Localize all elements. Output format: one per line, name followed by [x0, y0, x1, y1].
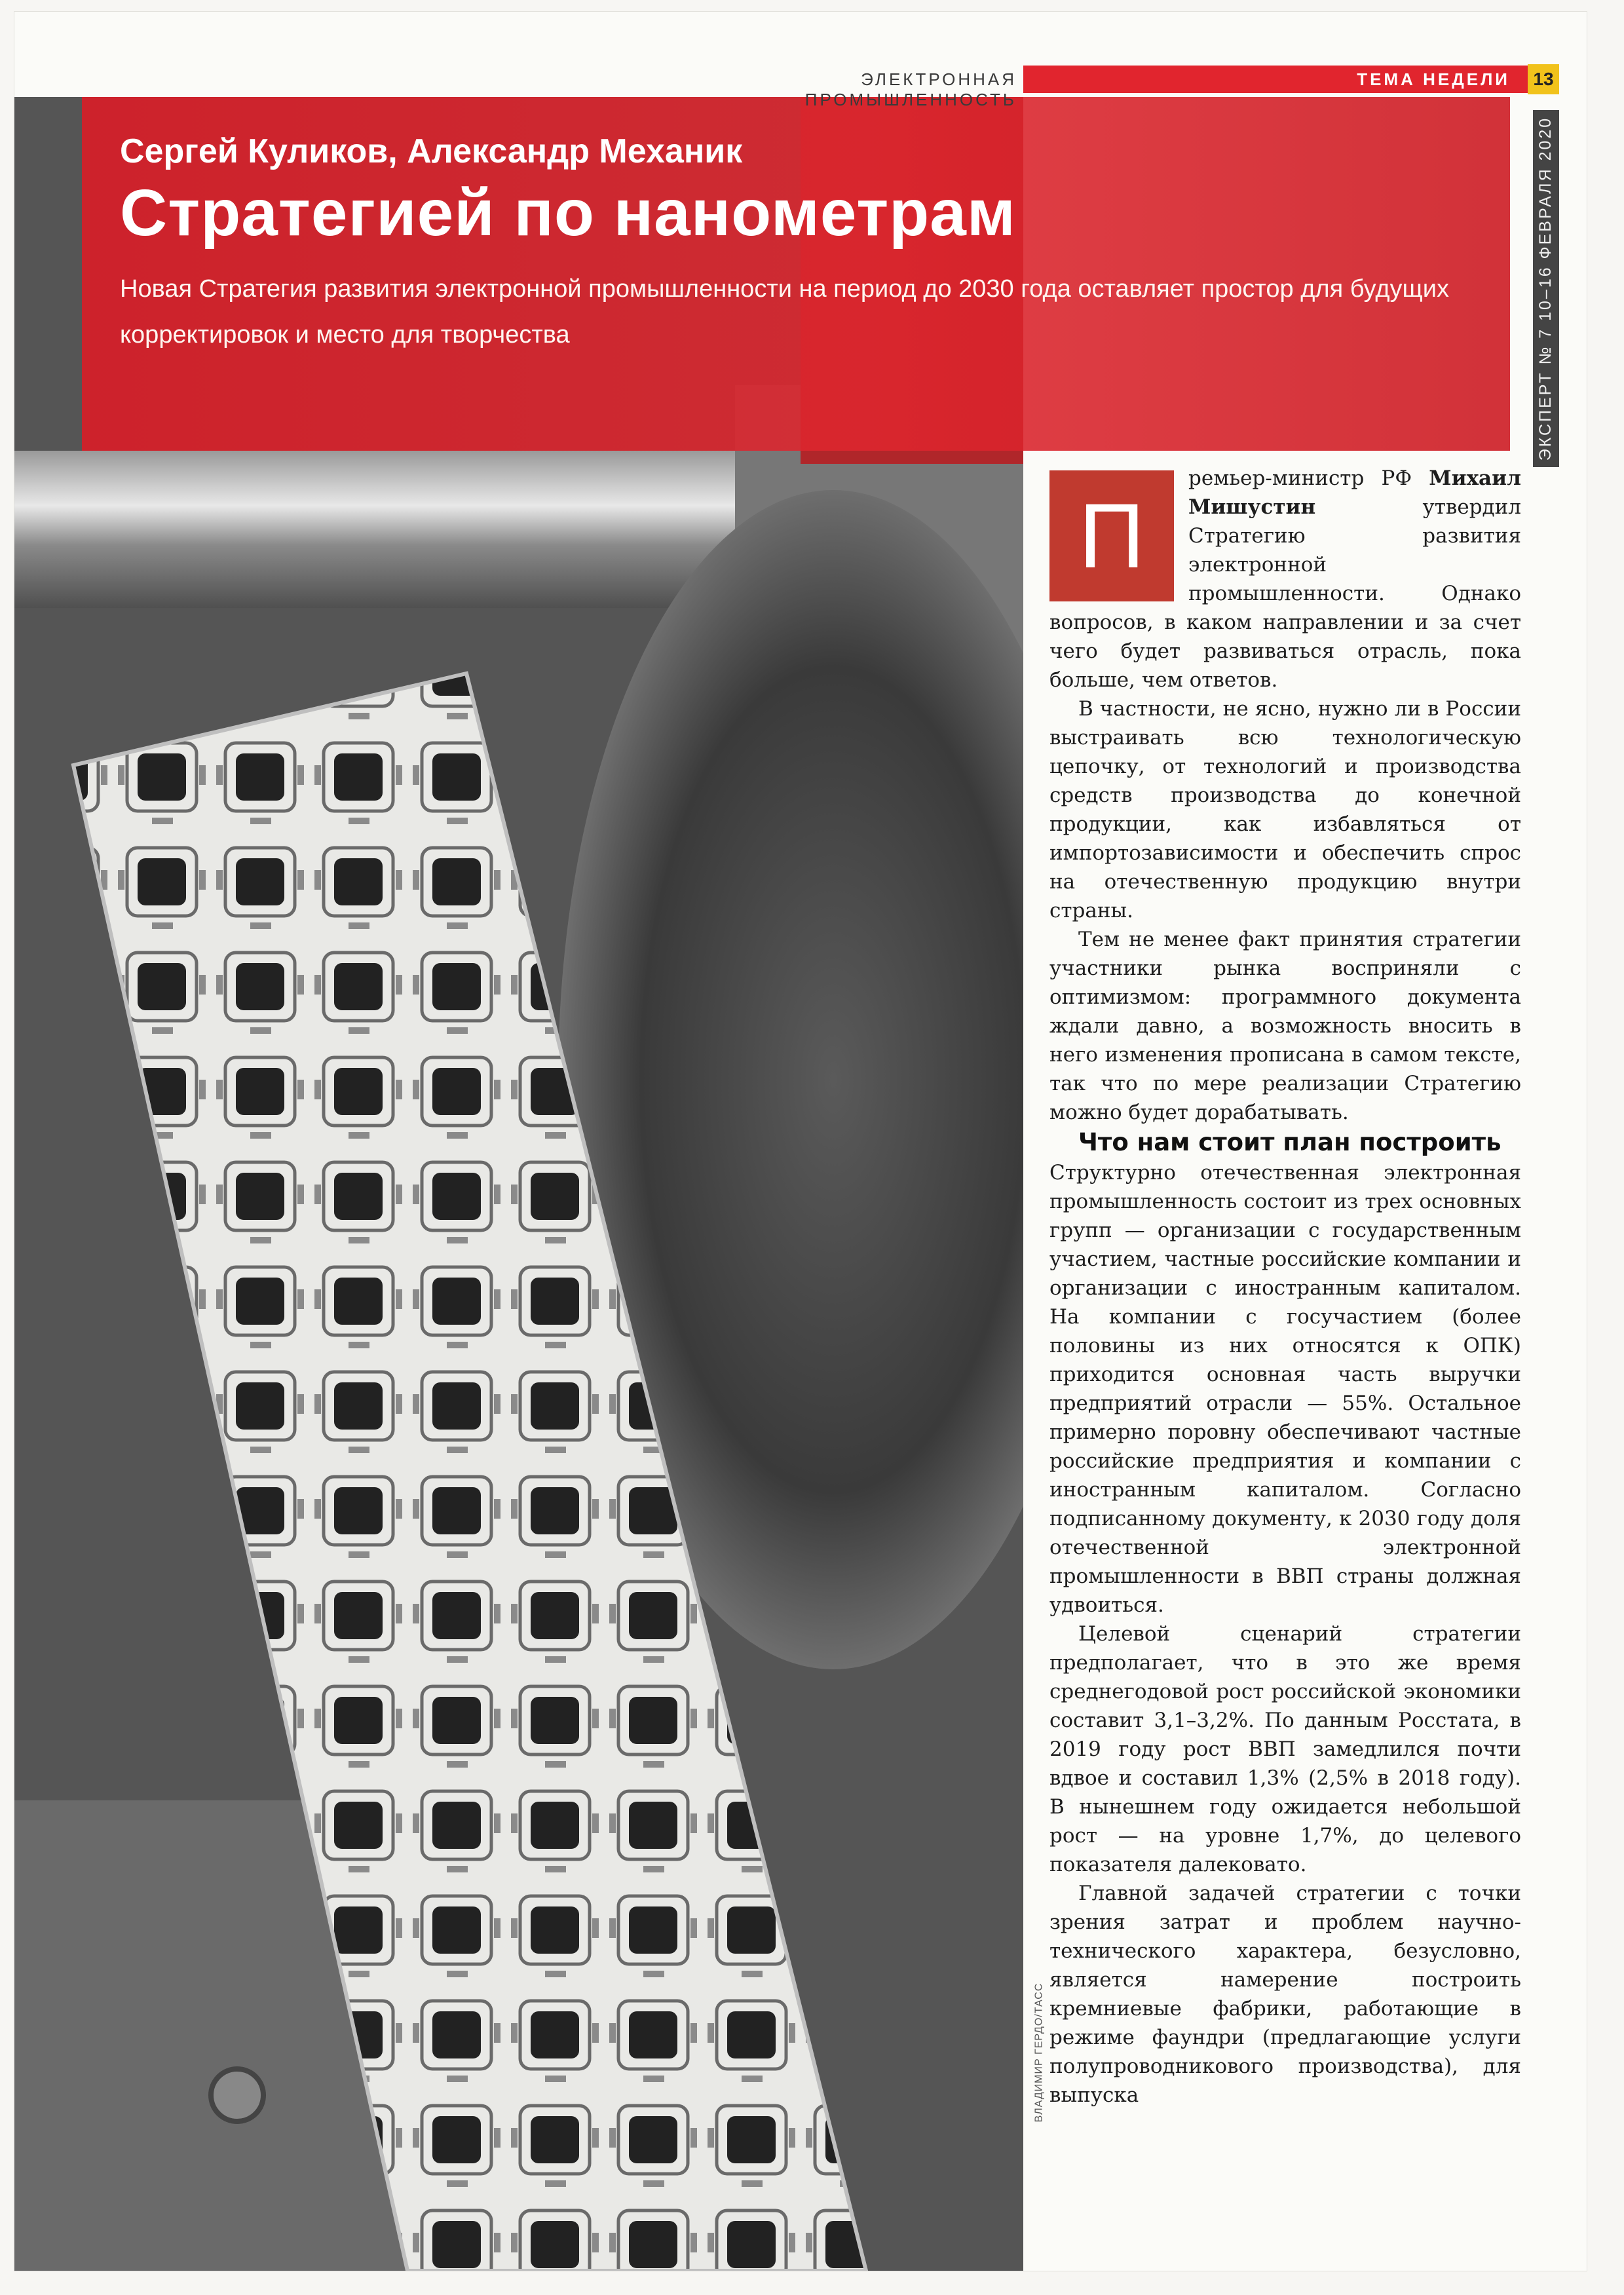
rubric-bar: [1023, 66, 1532, 93]
paragraph-1: [1049, 464, 1521, 694]
p1-name: Михаил Мишустин: [1188, 466, 1521, 519]
magazine-page: [14, 12, 1587, 2271]
paragraph-2: В частности, не ясно, нужно ли в России выстраивать всю технологическую цепочку, от технологий и производства средств производства до конечной продукции, как избавляться от импортозависимости и обеспечить спрос на отечественную продукцию внутри страны.: [1049, 697, 1521, 922]
drop-cap: П: [1049, 470, 1174, 601]
photo-credit: [1028, 1899, 1050, 2207]
paragraph-3: Тем не менее факт принятия стратегии участники рынка восприняли с оптимизмом: программного документа ждали давно, а возможность вносить в него изменения прописана в самом тексте, так что по мере реализации Стратегию можно будет дорабатывать.: [1049, 928, 1521, 1124]
rubric-label: ТЕМА НЕДЕЛИ: [1357, 69, 1510, 89]
paragraph-6: Главной задачей стратегии с точки зрения затрат и проблем научно-технического характера, безусловно, является намерение построить кремниевые фабрики, работающие в режиме фаундри (предлагающие услуги полупроводникового производства), для выпуска: [1049, 1882, 1521, 2107]
paragraph-5: Целевой сценарий стратегии предполагает, что в это же время среднегодовой рост российской экономики составит 3,1–3,2%. По данным Росстата, в 2019 году рост ВВП замедлился почти вдвое и составил 1,3% (2,5% в 2018 году). В нынешнем году ожидается небольшой рост — на уровне 1,7%, до целевого показателя далековато.: [1049, 1622, 1521, 1876]
article-title: Стратегией по нанометрам: [120, 176, 1016, 250]
article-lead: Новая Стратегия развития электронной промышленности на период до 2030 года оставляет простор для будущих корректировок и место для творчества: [120, 275, 1450, 349]
article-authors: Сергей Куликов, Александр Механик: [120, 132, 743, 170]
p1-start: ремьер-министр РФ: [1188, 466, 1429, 490]
section-label: ЭЛЕКТРОННАЯ ПРОМЫШЛЕННОСТЬ: [804, 69, 1017, 109]
issue-info-text: ЭКСПЕРТ № 7 10–16 ФЕВРАЛЯ 2020: [1536, 116, 1555, 461]
p1-rest: утвердил Стратегию развития электронной промышленности. Однако вопросов, в каком направлении и за счет чего будет развиваться отрасль, пока больше, чем ответов.: [1049, 495, 1521, 692]
photo-credit-text: ВЛАДИМИР ГЕРДО/ТАСС: [1033, 1982, 1044, 2123]
issue-info: [1533, 110, 1559, 467]
subheading: Что нам стоит план построить: [1078, 1128, 1501, 1156]
article-body: [1049, 464, 1521, 2110]
paragraph-4: Структурно отечественная электронная промышленность состоит из трех основных групп — организации с государственным участием, частные российские компании и организации с иностранным капиталом. На компании с госучастием (более половины из них относятся к ОПК) приходится основная часть выручки предприятий отрасли — 55%. Остальное примерно поровну обеспечивают частные российские предприятия и компании с иностранным капиталом. Согласно подписанному документу, к 2030 году доля отечественной электронной промышленности в ВВП страны должная удвоиться.: [1049, 1161, 1521, 1617]
page-number: 13: [1528, 64, 1559, 94]
title-panel: [82, 97, 1510, 451]
